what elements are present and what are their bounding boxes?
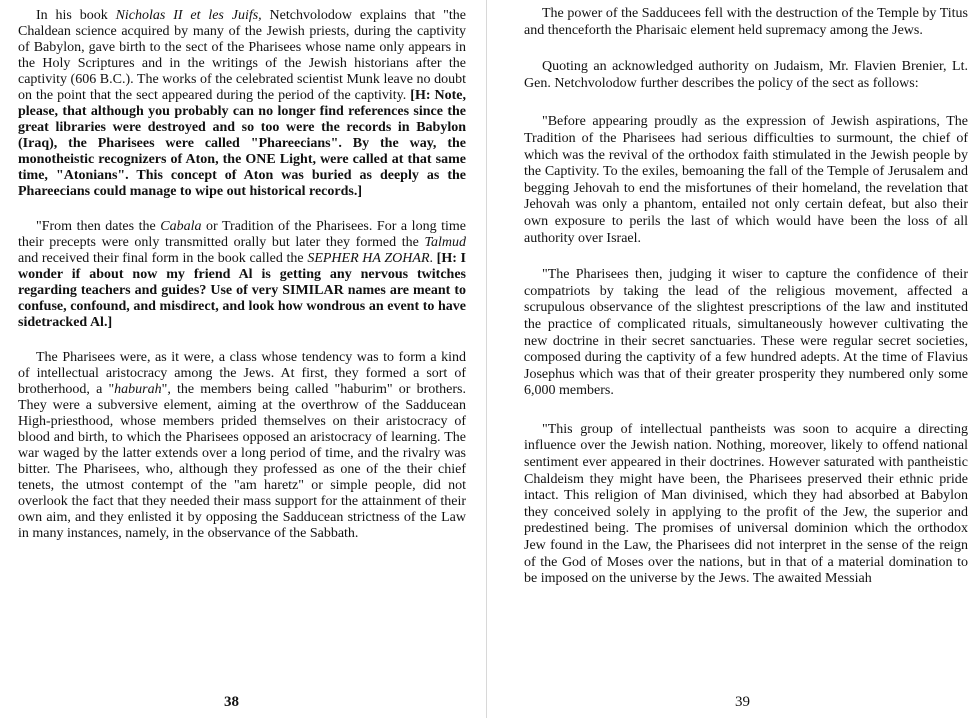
italic-term: Talmud bbox=[424, 235, 466, 250]
right-page bbox=[490, 0, 980, 718]
right-paragraph-4: "The Pharisees then, judging it wiser to capture the confidence of their compatriots by taking the lead of the religious movement, affected a scrupulous observance of the slightest prescriptions of the law and instituted the practice of complicated rituals, simultaneously however cultivating the new doctrine in their secret sanctuaries. These were regular secret societies, composed during the captivity of a few hundred adepts. At the time of Flavius Josephus which was that of their greater prosperity they numbered only some 6,000 members. bbox=[524, 267, 968, 399]
right-paragraph-5: "This group of intellectual pantheists was soon to acquire a directing influence over the Jewish nation. Nothing, moreover, likely to offend national sentiment ever appeared in their doctrines. However saturated with pantheistic Chaldeism they might have been, the Pharisees preserved their ethnic pride intact. This religion of Man divinised, which they had absorbed at Babylon they conceived solely in applying to the profit of the Jew, the superior and predestined being. The promises of universal dominion which the orthodox Jew found in the Law, the Pharisees did not interpret in the sense of the reign of the God of Moses over the nations, but in that of a material domination to be imposed on the universe by the Jews. The awaited Messiah bbox=[524, 421, 968, 587]
editorial-note: [H: Note, please, that although you probably can no longer find references since the great libraries were destroyed and so too were the records in Babylon (Iraq), the Pharisees were called "Phareecians". By the way, the monotheistic recognizers of Aton, the ONE Light, were called at that same time, "Atonians". This concept of Aton was buried as deeply as the Phareecians could manage to wipe out historical records.] bbox=[18, 88, 467, 199]
left-paragraph-1 bbox=[18, 8, 466, 200]
text-run: "From then dates the bbox=[36, 219, 161, 234]
text-run: or Tradition of the Pharisees. For a long time their precepts were only transmitted orally but later they formed the bbox=[18, 219, 467, 250]
italic-term: haburah bbox=[114, 382, 162, 397]
italic-term: Cabala bbox=[160, 219, 202, 234]
page-number: 38 bbox=[224, 694, 239, 710]
left-page bbox=[0, 0, 480, 718]
book-gutter bbox=[486, 0, 487, 718]
text-run: ", the members being called "haburim" or brothers. They were a subversive element, aiming at the overthrow of the Sadducean High-priesthood, whose members prided themselves on their aristocracy of blood and birth, to which the Pharisees opposed an aristocracy of learning. The war waged by the latter extends over a long period of time, and the rivalry was bitter. The Pharisees, who, although they professed as one of the their chief tenets, the utmost contempt of the "am haretz" or simple people, did not overlook the fact that they needed their mass support for the attainment of their own aim, and they enlisted it by opposing the Sadducean strictness of the Law in many instances, namely, in the observance of the Sabbath. bbox=[18, 382, 466, 541]
left-paragraph-2 bbox=[18, 219, 466, 331]
right-paragraph-2: Quoting an acknowledged authority on Judaism, Mr. Flavien Brenier, Lt. Gen. Netchvolodow further describes the policy of the sect as follows: bbox=[524, 59, 968, 91]
italic-term: SEPHER HA ZOHAR bbox=[307, 251, 430, 266]
left-paragraph-3 bbox=[18, 350, 466, 542]
text-run: . bbox=[429, 251, 437, 266]
page-number: 39 bbox=[735, 694, 750, 710]
editorial-note: [H: I wonder if about now my friend Al is getting any nervous twitches regarding teachers and guides? Use of very SIMILAR names are meant to confuse, confound, and misdirect, and look how wondrous an event to have sidetracked Al.] bbox=[18, 251, 466, 330]
right-paragraph-3: "Before appearing proudly as the expression of Jewish aspirations, The Tradition of the Pharisees had serious difficulties to surmount, the chief of which was the revival of the orthodox faith stimulated in the Jewish people by the Captivity. To the exiles, bemoaning the fall of the Temple of Jerusalem and begging Jehovah to end the misfortunes of their homeland, the revelation that Jehovah was only a phantom, entailed not only certain defeat, but also their own exposure to perils the last of which would have been the loss of all authority over Israel. bbox=[524, 114, 968, 246]
text-run: Netchvolodow explains that "the Chaldean science acquired by many of the Jewish priests, during the captivity of Babylon, gave birth to the sect of the Pharisees whose name only appears in the Holy Scriptures and in the writings of the Jewish historians after the captivity (606 B.C.). The works of the celebrated scientist Munk leave no doubt on the point that the sect appeared during the period of the captivity. bbox=[18, 8, 466, 103]
text-run: and received their final form in the book called the bbox=[18, 251, 308, 266]
right-paragraph-1: The power of the Sadducees fell with the destruction of the Temple by Titus and thenceforth the Pharisaic element held supremacy among the Jews. bbox=[524, 6, 968, 38]
text-run: The Pharisees were, as it were, a class whose tendency was to form a kind of intellectual aristocracy among the Jews. At first, they formed a sort of brotherhood, a " bbox=[18, 350, 466, 397]
book-title: Nicholas II et les Juifs, bbox=[115, 8, 262, 23]
text-run: In his book bbox=[36, 8, 116, 23]
